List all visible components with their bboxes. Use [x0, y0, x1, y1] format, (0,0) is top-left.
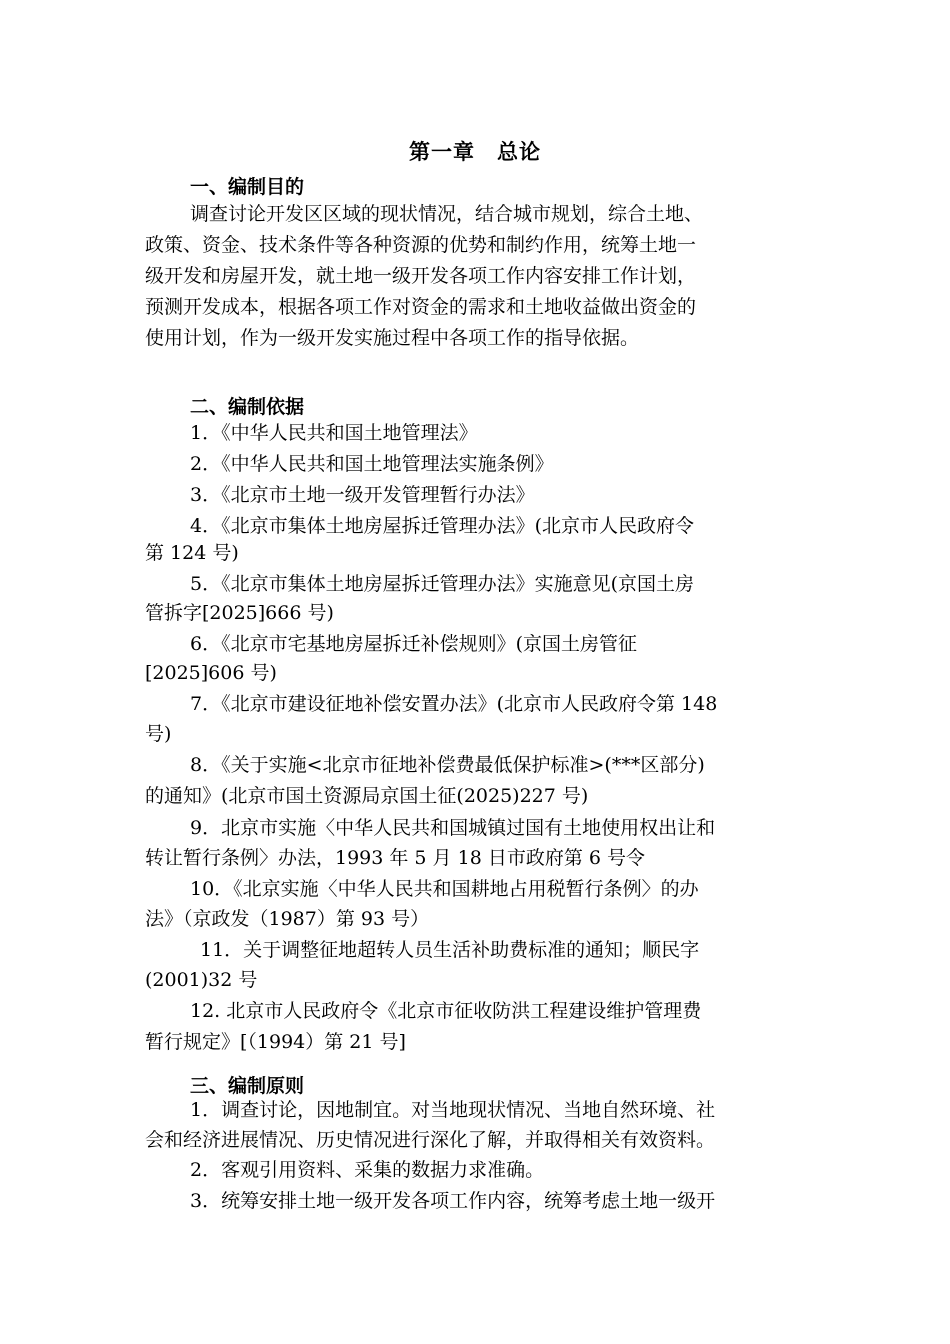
list-item-continuation: 转让暂行条例〉办法，1993 年 5 月 18 日市政府第 6 号令	[145, 847, 645, 869]
list-item-continuation: 会和经济进展情况、历史情况进行深化了解，并取得相关有效资料。	[145, 1129, 716, 1151]
list-item: 12. 北京市人民政府令《北京市征收防洪工程建设维护管理费	[190, 1000, 702, 1022]
list-item: 3．统筹安排土地一级开发各项工作内容，统筹考虑土地一级开	[190, 1190, 716, 1212]
list-item-continuation: 号)	[145, 723, 172, 745]
chapter-title: 第一章 总论	[409, 140, 541, 164]
list-item-continuation: 的通知》(北京市国土资源局京国土征(2025)227 号)	[145, 785, 589, 807]
list-item-continuation: 管拆字[2025]666 号)	[145, 602, 334, 624]
list-item: 4．《北京市集体土地房屋拆迁管理办法》(北京市人民政府令	[190, 515, 695, 537]
list-item: 5．《北京市集体土地房屋拆迁管理办法》实施意见(京国土房	[190, 573, 695, 595]
list-item: 8．《关于实施<北京市征地补偿费最低保护标准>(***区部分)	[190, 754, 705, 776]
list-item: 1．《中华人民共和国土地管理法》	[190, 422, 478, 444]
list-item: 11．关于调整征地超转人员生活补助费标准的通知；顺民字	[200, 939, 700, 961]
section-heading-principles: 三、编制原则	[190, 1075, 305, 1097]
list-item: 7．《北京市建设征地补偿安置办法》(北京市人民政府令第 148	[190, 693, 718, 715]
list-item-continuation: (2001)32 号	[145, 969, 258, 991]
list-item: 6．《北京市宅基地房屋拆迁补偿规则》(京国土房管征	[190, 633, 638, 655]
list-item: 3．《北京市土地一级开发管理暂行办法》	[190, 484, 535, 506]
section-heading-basis: 二、编制依据	[190, 396, 305, 418]
paragraph-line: 使用计划，作为一级开发实施过程中各项工作的指导依据。	[145, 327, 640, 349]
paragraph-line: 调查讨论开发区区域的现状情况，结合城市规划，综合土地、	[190, 203, 704, 225]
list-item: 2．《中华人民共和国土地管理法实施条例》	[190, 453, 554, 475]
paragraph-line: 政策、资金、技术条件等各种资源的优势和制约作用，统筹土地一	[145, 234, 697, 256]
list-item-continuation: 法》（京政发（1987）第 93 号）	[145, 908, 430, 930]
list-item: 9．北京市实施〈中华人民共和国城镇过国有土地使用权出让和	[190, 817, 716, 839]
list-item: 1．调查讨论，因地制宜。对当地现状情况、当地自然环境、社	[190, 1099, 716, 1121]
section-heading-purpose: 一、编制目的	[190, 176, 305, 198]
paragraph-line: 级开发和房屋开发，就土地一级开发各项工作内容安排工作计划，	[145, 265, 697, 287]
list-item-continuation: [2025]606 号)	[145, 662, 277, 684]
list-item: 10．《北京实施〈中华人民共和国耕地占用税暂行条例〉的办	[190, 878, 699, 900]
paragraph-line: 预测开发成本，根据各项工作对资金的需求和土地收益做出资金的	[145, 296, 697, 318]
list-item: 2．客观引用资料、采集的数据力求准确。	[190, 1159, 545, 1181]
list-item-continuation: 第 124 号)	[145, 542, 239, 564]
list-item-continuation: 暂行规定》[（1994）第 21 号]	[145, 1031, 406, 1053]
